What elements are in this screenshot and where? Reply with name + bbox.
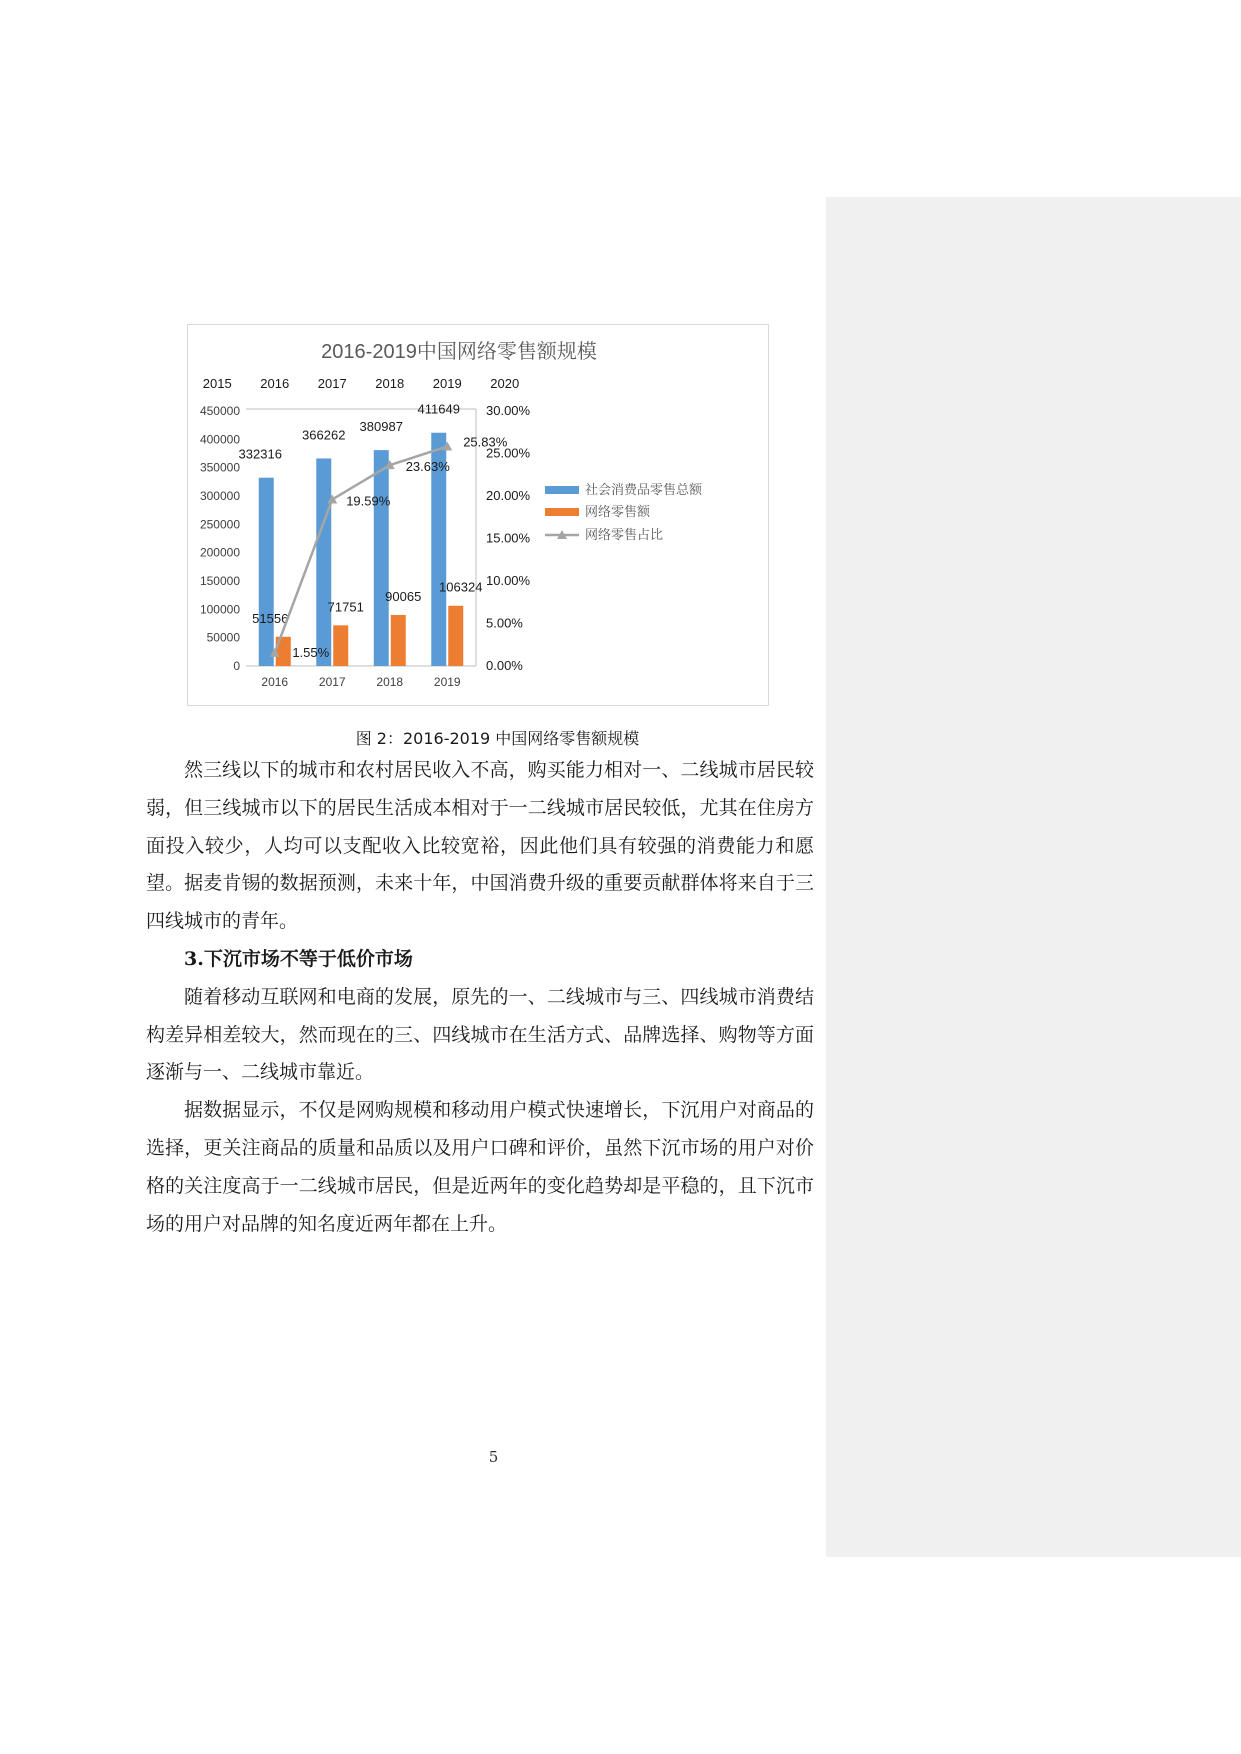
y-left-tick: 300000 [199,489,240,503]
bar-online-label: 51556 [252,610,289,626]
x-tick: 2017 [318,675,346,689]
bar-total [374,450,389,666]
bar-online [391,615,406,666]
bar-total [259,478,274,666]
x-tick: 2018 [376,675,404,689]
y-right-tick: 30.00% [486,403,531,418]
bar-online-label: 106324 [439,579,483,595]
y-left-tick: 200000 [199,545,240,560]
legend-swatch-total [545,486,579,494]
line-ratio-label: 1.55% [292,644,330,660]
bar-total-label: 332316 [238,446,282,462]
legend-label-ratio: 网络零售占比 [585,527,664,542]
y-right-tick: 10.00% [486,573,531,588]
legend-swatch-online [545,508,579,516]
y-right-tick: 5.00% [486,615,523,631]
bar-total-label: 366262 [302,427,346,443]
y-right-tick: 15.00% [486,530,531,546]
y-left-tick: 50000 [206,630,240,645]
y-left-tick: 400000 [199,432,240,447]
y-right-tick: 25.00% [486,445,531,461]
bar-total [316,458,331,666]
y-left-tick: 450000 [199,404,240,418]
bar-total-label: 380987 [359,419,403,435]
bar-online [448,606,463,666]
y-left-tick: 150000 [199,574,240,588]
x-tick: 2016 [261,675,289,689]
y-left-tick: 250000 [199,517,240,532]
body-text [146,752,814,1243]
line-ratio [275,446,448,652]
y-right-tick: 20.00% [486,488,531,503]
bar-total-label: 411649 [417,401,460,417]
top-axis-label: 2017 [317,376,347,391]
bar-online-label: 71751 [327,599,364,615]
y-left-tick: 0 [233,659,240,673]
chart-container [187,324,769,706]
chart-svg [188,325,768,705]
paragraph-2: 随着移动互联网和电商的发展，原先的一、二线城市与三、四线城市消费结构差异相差较大，然而现在的三、四线城市在生活方式、品牌选择、购物等方面逐渐与一、二线城市靠近。 [146,985,814,1084]
top-axis-label: 2020 [490,376,520,391]
legend-label-total: 社会消费品零售总额 [585,482,703,497]
line-ratio-label: 19.59% [346,493,391,509]
section-heading: 3.下沉市场不等于低价市场 [184,947,413,970]
top-axis-label: 2015 [202,376,232,391]
y-right-tick: 0.00% [486,658,523,673]
y-left-tick: 100000 [199,602,240,617]
bar-online-label: 90065 [385,588,422,604]
line-ratio-label: 25.83% [463,434,508,450]
legend-label-online: 网络零售额 [585,504,651,519]
page-number: 5 [488,1448,499,1466]
top-axis-label: 2018 [375,376,405,391]
top-axis-label: 2019 [432,376,462,391]
figure-caption: 图 2：2016-2019 中国网络零售额规模 [355,729,640,748]
y-left-tick: 350000 [199,460,240,475]
chart-title: 2016-2019中国网络零售额规模 [321,341,597,363]
line-ratio-label: 23.63% [405,459,450,475]
paragraph-1: 然三线以下的城市和农村居民收入不高，购买能力相对一、二线城市居民较弱，但三线城市以下的居民生活成本相对于一二线城市居民较低，尤其在住房方面投入较少，人均可以支配收入比较宽裕，因此他们具有较强的消费能力和愿望。据麦肯锡的数据预测，未来十年，中国消费升级的重要贡献群体将来自于三四线城市的青年。 [146,759,814,933]
x-tick: 2019 [433,675,461,689]
paragraph-3: 据数据显示，不仅是网购规模和移动用户模式快速增长，下沉用户对商品的选择，更关注商品的质量和品质以及用户口碑和评价，虽然下沉市场的用户对价格的关注度高于一二线城市居民，但是近两年的变化趋势却是平稳的，且下沉市场的用户对品牌的知名度近两年都在上升。 [146,1099,814,1235]
bar-online [333,625,348,666]
top-axis-label: 2016 [260,376,290,391]
comment-pane [826,197,1241,1557]
